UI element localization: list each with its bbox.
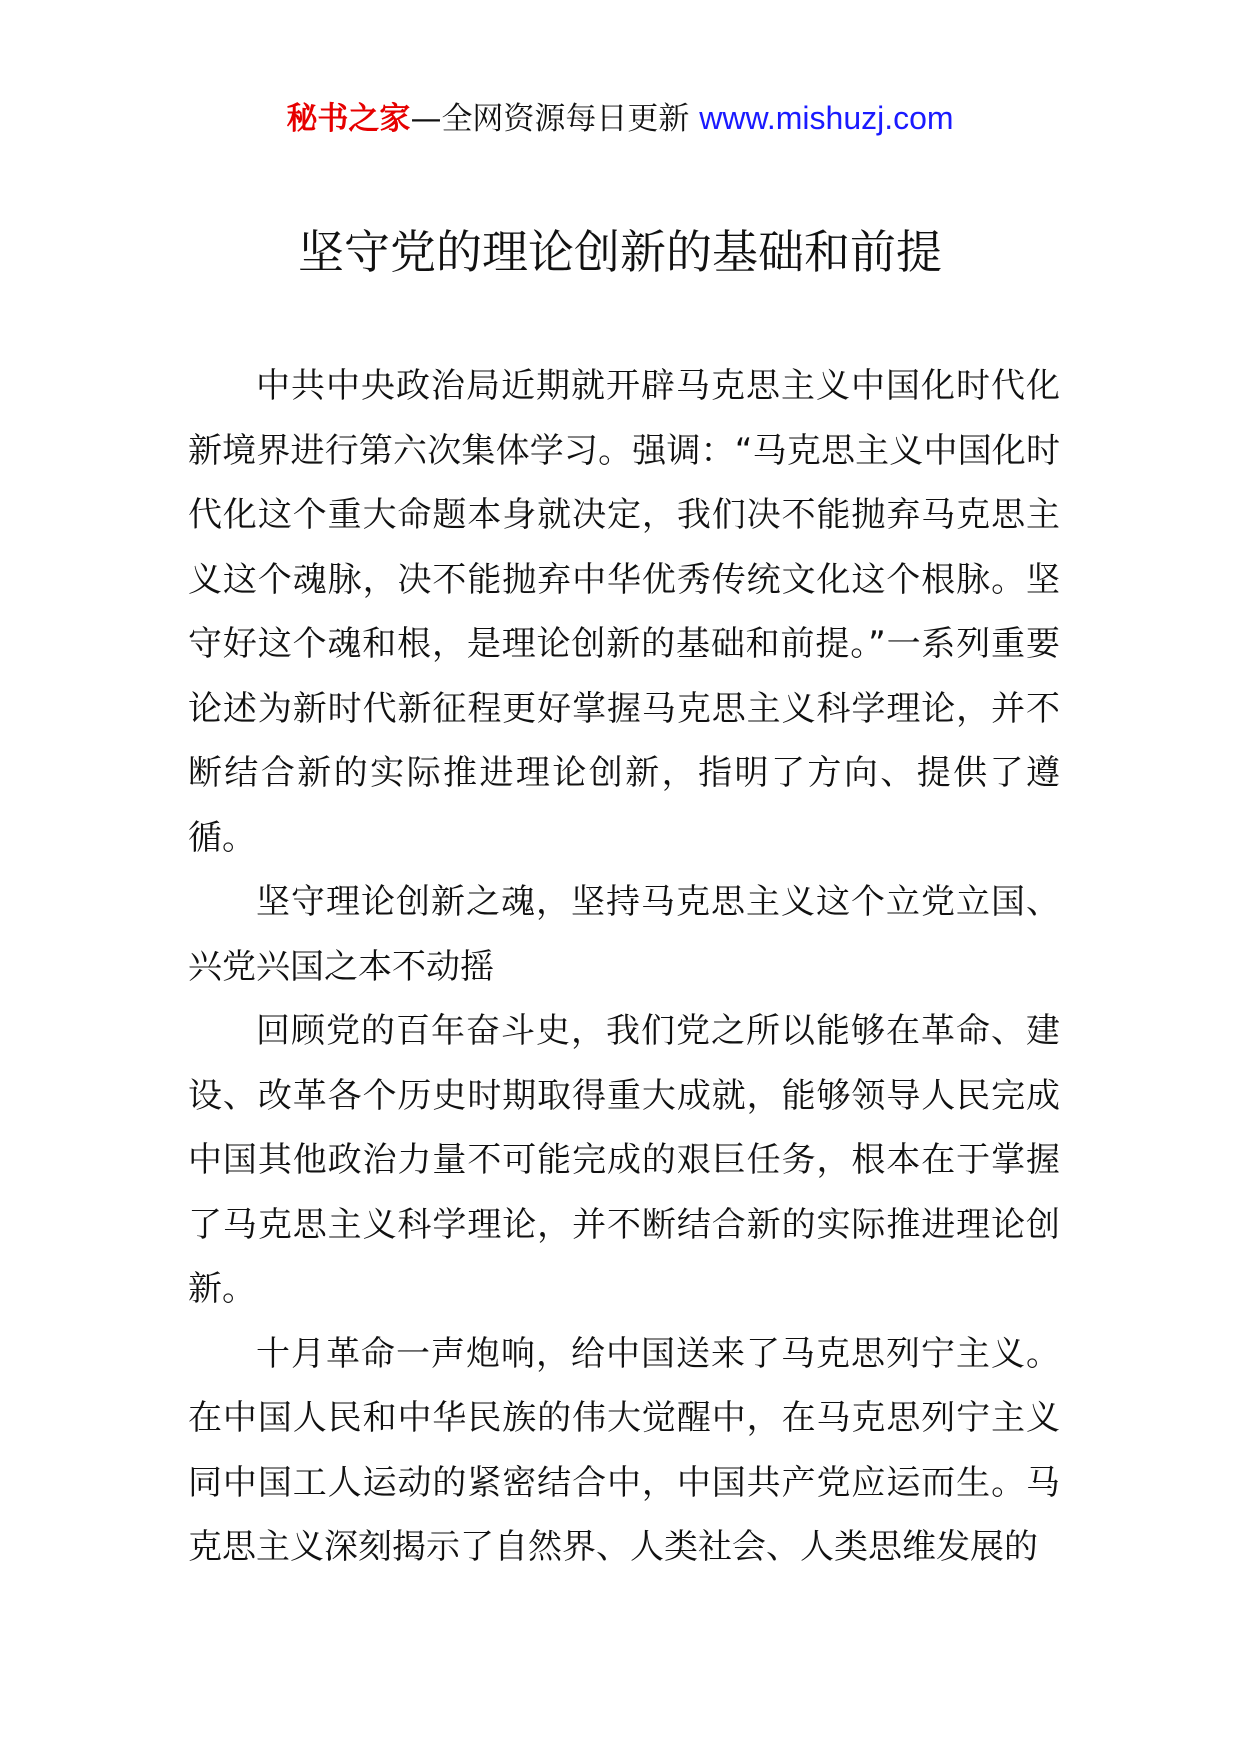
site-header — [0, 98, 1240, 139]
article-body — [188, 354, 1060, 1580]
paragraph-3: 十月革命一声炮响，给中国送来了马克思列宁主义。在中国人民和中华民族的伟大觉醒中，在马克思列宁主义同中国工人运动的紧密结合中，中国共产党应运而生。马克思主义深刻揭示了自然界、人类社会、人类思维发展的 — [188, 1333, 1060, 1567]
paragraph-2: 回顾党的百年奋斗史，我们党之所以能够在革命、建设、改革各个历史时期取得重大成就，能够领导人民完成中国其他政治力量不可能完成的艰巨任务，根本在于掌握了马克思主义科学理论，并不断结合新的实际推进理论创新。 — [188, 1011, 1060, 1309]
paragraph-1: 中共中央政治局近期就开辟马克思主义中国化时代化新境界进行第六次集体学习。强调：“马克思主义中国化时代化这个重大命题本身就决定，我们决不能抛弃马克思主义这个魂脉，决不能抛弃中华优秀传统文化这个根脉。坚守好这个魂和根，是理论创新的基础和前提。”一系列重要论述为新时代新征程更好掌握马克思主义科学理论，并不断结合新的实际推进理论创新，指明了方向、提供了遵循。 — [188, 366, 1060, 858]
section-heading: 坚守理论创新之魂，坚持马克思主义这个立党立国、兴党兴国之本不动摇 — [188, 882, 1060, 987]
site-brand: 秘书之家 — [286, 101, 411, 137]
page-title: 坚守党的理论创新的基础和前提 — [298, 225, 942, 279]
site-tagline: —全网资源每日更新 — [410, 101, 700, 137]
site-url-link[interactable]: www.mishuzj.com — [699, 100, 954, 136]
